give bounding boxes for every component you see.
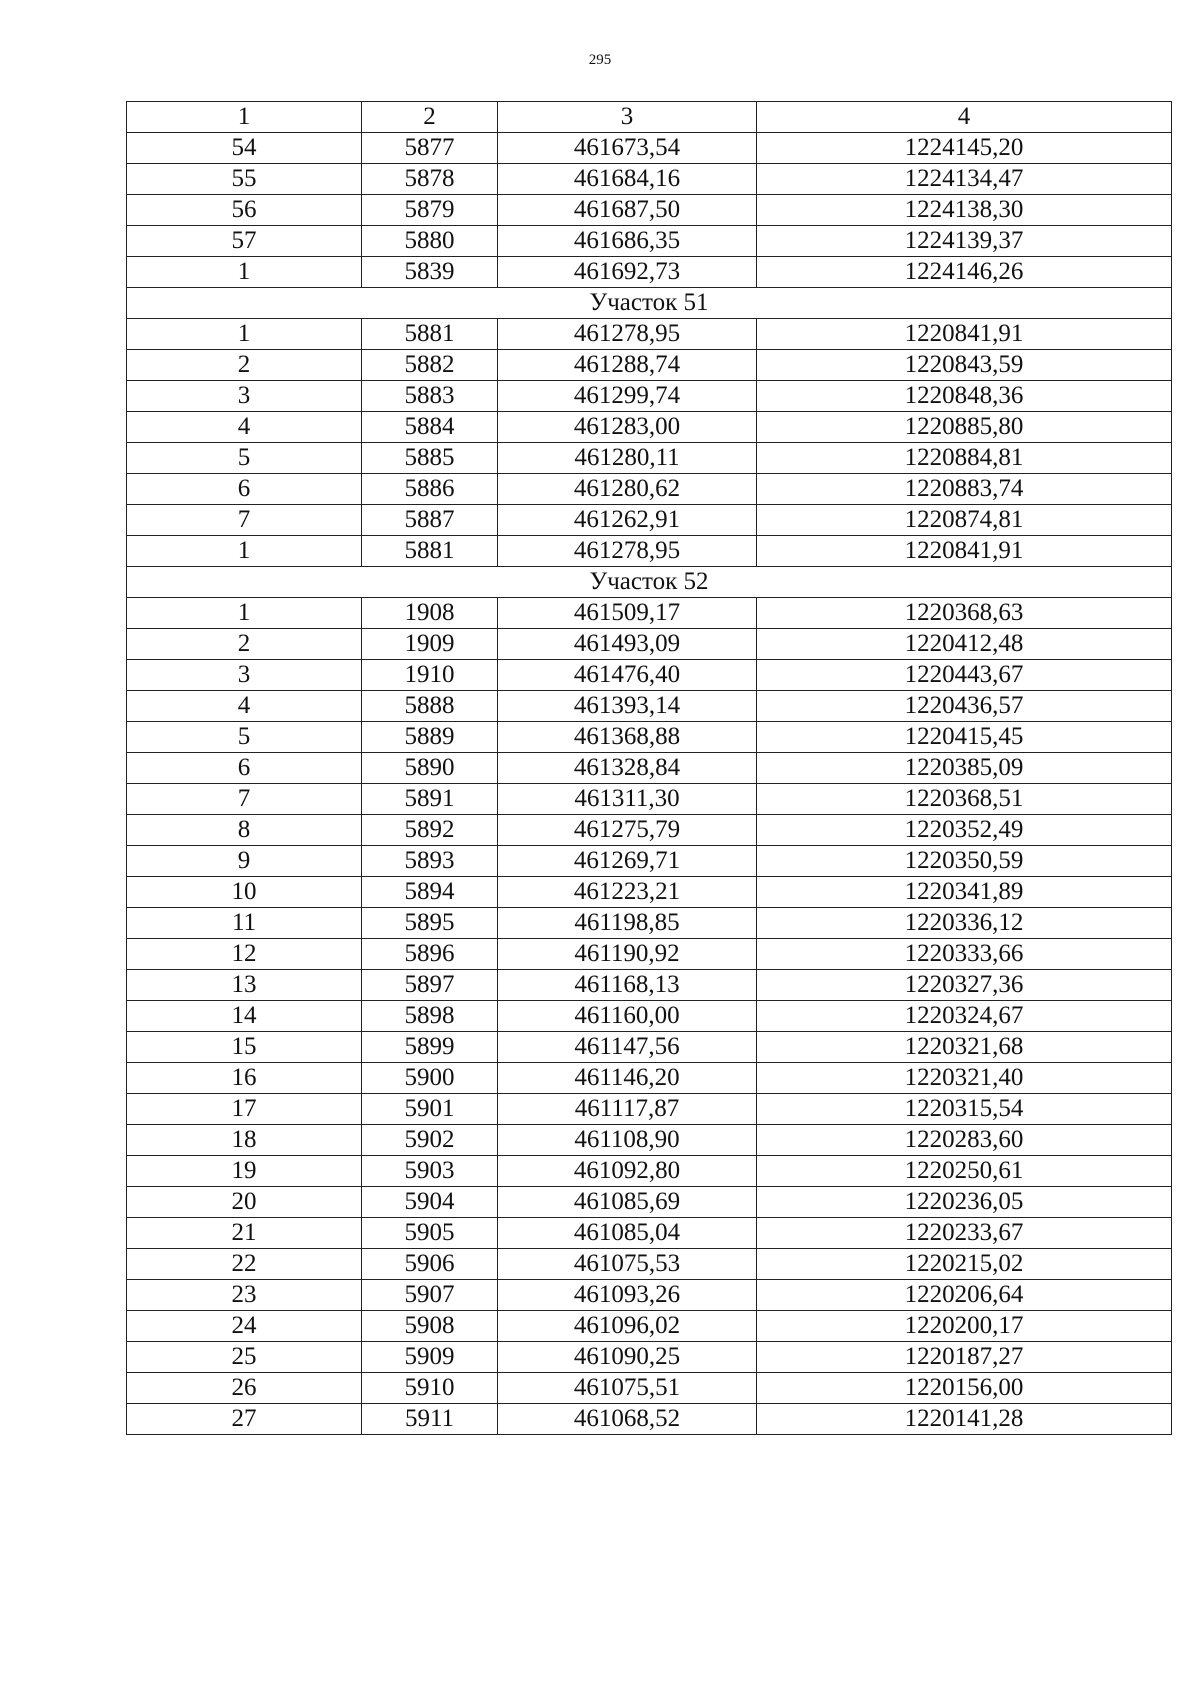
point-number-cell: 9 <box>127 846 362 877</box>
point-number-cell: 20 <box>127 1187 362 1218</box>
point-number-cell: 14 <box>127 1001 362 1032</box>
point-number-cell: 1 <box>127 536 362 567</box>
table-row <box>127 1342 1172 1373</box>
coord-x-cell: 461509,17 <box>498 598 757 629</box>
coord-y-cell: 1220187,27 <box>757 1342 1172 1373</box>
coord-y-cell: 1220141,28 <box>757 1404 1172 1435</box>
section-row <box>127 567 1172 598</box>
coord-x-cell: 461108,90 <box>498 1125 757 1156</box>
point-id-cell: 5887 <box>362 505 498 536</box>
point-id-cell: 5893 <box>362 846 498 877</box>
point-number-cell: 10 <box>127 877 362 908</box>
point-number-cell: 26 <box>127 1373 362 1404</box>
column-header: 4 <box>757 102 1172 133</box>
table-row <box>127 257 1172 288</box>
point-id-cell: 5907 <box>362 1280 498 1311</box>
table-row <box>127 660 1172 691</box>
table-row <box>127 1032 1172 1063</box>
point-id-cell: 5896 <box>362 939 498 970</box>
point-id-cell: 5894 <box>362 877 498 908</box>
point-id-cell: 5890 <box>362 753 498 784</box>
point-number-cell: 3 <box>127 381 362 412</box>
column-header: 3 <box>498 102 757 133</box>
coord-y-cell: 1220250,61 <box>757 1156 1172 1187</box>
point-number-cell: 5 <box>127 443 362 474</box>
point-id-cell: 5882 <box>362 350 498 381</box>
table-row <box>127 908 1172 939</box>
table-row <box>127 722 1172 753</box>
coord-x-cell: 461269,71 <box>498 846 757 877</box>
point-id-cell: 5908 <box>362 1311 498 1342</box>
point-number-cell: 24 <box>127 1311 362 1342</box>
section-title: Участок 52 <box>127 567 1172 598</box>
coord-x-cell: 461090,25 <box>498 1342 757 1373</box>
point-number-cell: 11 <box>127 908 362 939</box>
section-title: Участок 51 <box>127 288 1172 319</box>
coord-y-cell: 1220321,68 <box>757 1032 1172 1063</box>
coord-y-cell: 1220436,57 <box>757 691 1172 722</box>
point-id-cell: 5881 <box>362 319 498 350</box>
coord-y-cell: 1220350,59 <box>757 846 1172 877</box>
table-row <box>127 1094 1172 1125</box>
table-row <box>127 846 1172 877</box>
coord-x-cell: 461093,26 <box>498 1280 757 1311</box>
point-number-cell: 8 <box>127 815 362 846</box>
point-number-cell: 7 <box>127 505 362 536</box>
point-number-cell: 57 <box>127 226 362 257</box>
point-id-cell: 5888 <box>362 691 498 722</box>
coord-y-cell: 1220315,54 <box>757 1094 1172 1125</box>
table-row <box>127 1063 1172 1094</box>
coord-x-cell: 461096,02 <box>498 1311 757 1342</box>
coord-y-cell: 1220200,17 <box>757 1311 1172 1342</box>
table-row <box>127 1249 1172 1280</box>
point-number-cell: 1 <box>127 257 362 288</box>
point-number-cell: 12 <box>127 939 362 970</box>
coord-y-cell: 1220327,36 <box>757 970 1172 1001</box>
table-row <box>127 1311 1172 1342</box>
coord-x-cell: 461288,74 <box>498 350 757 381</box>
coord-x-cell: 461673,54 <box>498 133 757 164</box>
point-id-cell: 5909 <box>362 1342 498 1373</box>
coord-x-cell: 461190,92 <box>498 939 757 970</box>
point-number-cell: 25 <box>127 1342 362 1373</box>
coord-x-cell: 461278,95 <box>498 536 757 567</box>
table-row <box>127 474 1172 505</box>
coord-y-cell: 1220333,66 <box>757 939 1172 970</box>
point-id-cell: 5839 <box>362 257 498 288</box>
point-id-cell: 5879 <box>362 195 498 226</box>
point-number-cell: 23 <box>127 1280 362 1311</box>
table-row <box>127 815 1172 846</box>
coord-y-cell: 1220233,67 <box>757 1218 1172 1249</box>
coord-x-cell: 461299,74 <box>498 381 757 412</box>
coord-x-cell: 461223,21 <box>498 877 757 908</box>
point-id-cell: 5889 <box>362 722 498 753</box>
coord-y-cell: 1220883,74 <box>757 474 1172 505</box>
coord-x-cell: 461262,91 <box>498 505 757 536</box>
coord-x-cell: 461275,79 <box>498 815 757 846</box>
point-number-cell: 21 <box>127 1218 362 1249</box>
coord-y-cell: 1220236,05 <box>757 1187 1172 1218</box>
coord-x-cell: 461198,85 <box>498 908 757 939</box>
coord-x-cell: 461160,00 <box>498 1001 757 1032</box>
point-number-cell: 3 <box>127 660 362 691</box>
table-row <box>127 412 1172 443</box>
point-id-cell: 5911 <box>362 1404 498 1435</box>
coord-x-cell: 461311,30 <box>498 784 757 815</box>
point-id-cell: 5880 <box>362 226 498 257</box>
table-row <box>127 1187 1172 1218</box>
point-number-cell: 56 <box>127 195 362 226</box>
point-id-cell: 5901 <box>362 1094 498 1125</box>
coord-x-cell: 461068,52 <box>498 1404 757 1435</box>
point-id-cell: 5897 <box>362 970 498 1001</box>
table-row <box>127 784 1172 815</box>
point-id-cell: 5910 <box>362 1373 498 1404</box>
point-number-cell: 17 <box>127 1094 362 1125</box>
point-number-cell: 13 <box>127 970 362 1001</box>
point-id-cell: 1909 <box>362 629 498 660</box>
coord-y-cell: 1220843,59 <box>757 350 1172 381</box>
coordinates-table <box>126 101 1172 1435</box>
coord-y-cell: 1220336,12 <box>757 908 1172 939</box>
point-number-cell: 5 <box>127 722 362 753</box>
point-id-cell: 5884 <box>362 412 498 443</box>
point-id-cell: 1910 <box>362 660 498 691</box>
coord-y-cell: 1220841,91 <box>757 319 1172 350</box>
coord-x-cell: 461393,14 <box>498 691 757 722</box>
table-row <box>127 164 1172 195</box>
point-id-cell: 5903 <box>362 1156 498 1187</box>
table-row <box>127 1280 1172 1311</box>
table-row <box>127 939 1172 970</box>
coord-y-cell: 1220885,80 <box>757 412 1172 443</box>
point-id-cell: 5877 <box>362 133 498 164</box>
table-row <box>127 381 1172 412</box>
coord-x-cell: 461493,09 <box>498 629 757 660</box>
coord-x-cell: 461146,20 <box>498 1063 757 1094</box>
table-row <box>127 598 1172 629</box>
point-id-cell: 5883 <box>362 381 498 412</box>
point-number-cell: 15 <box>127 1032 362 1063</box>
coord-x-cell: 461283,00 <box>498 412 757 443</box>
coord-x-cell: 461085,04 <box>498 1218 757 1249</box>
coord-x-cell: 461085,69 <box>498 1187 757 1218</box>
coord-y-cell: 1220324,67 <box>757 1001 1172 1032</box>
point-id-cell: 5898 <box>362 1001 498 1032</box>
table-row <box>127 1218 1172 1249</box>
coord-y-cell: 1224146,26 <box>757 257 1172 288</box>
table-row <box>127 1125 1172 1156</box>
section-row <box>127 288 1172 319</box>
point-number-cell: 6 <box>127 753 362 784</box>
coord-x-cell: 461280,11 <box>498 443 757 474</box>
table-row <box>127 1404 1172 1435</box>
table-row <box>127 970 1172 1001</box>
coord-x-cell: 461476,40 <box>498 660 757 691</box>
point-id-cell: 5904 <box>362 1187 498 1218</box>
point-id-cell: 5905 <box>362 1218 498 1249</box>
table-row <box>127 195 1172 226</box>
coord-y-cell: 1220841,91 <box>757 536 1172 567</box>
point-id-cell: 5891 <box>362 784 498 815</box>
page-number: 295 <box>588 52 612 68</box>
point-number-cell: 4 <box>127 412 362 443</box>
point-number-cell: 2 <box>127 350 362 381</box>
coord-y-cell: 1220341,89 <box>757 877 1172 908</box>
coord-y-cell: 1220206,64 <box>757 1280 1172 1311</box>
coord-y-cell: 1224145,20 <box>757 133 1172 164</box>
coord-y-cell: 1220874,81 <box>757 505 1172 536</box>
point-number-cell: 27 <box>127 1404 362 1435</box>
coord-x-cell: 461117,87 <box>498 1094 757 1125</box>
point-number-cell: 19 <box>127 1156 362 1187</box>
table-row <box>127 753 1172 784</box>
coord-y-cell: 1220321,40 <box>757 1063 1172 1094</box>
coord-x-cell: 461280,62 <box>498 474 757 505</box>
point-id-cell: 5878 <box>362 164 498 195</box>
table-row <box>127 1156 1172 1187</box>
point-number-cell: 7 <box>127 784 362 815</box>
coord-x-cell: 461075,53 <box>498 1249 757 1280</box>
coord-x-cell: 461368,88 <box>498 722 757 753</box>
coord-x-cell: 461168,13 <box>498 970 757 1001</box>
point-id-cell: 5900 <box>362 1063 498 1094</box>
coord-x-cell: 461328,84 <box>498 753 757 784</box>
coord-y-cell: 1220848,36 <box>757 381 1172 412</box>
point-number-cell: 18 <box>127 1125 362 1156</box>
point-number-cell: 55 <box>127 164 362 195</box>
table-row <box>127 1373 1172 1404</box>
coord-y-cell: 1220283,60 <box>757 1125 1172 1156</box>
column-header: 1 <box>127 102 362 133</box>
point-id-cell: 5895 <box>362 908 498 939</box>
coord-x-cell: 461692,73 <box>498 257 757 288</box>
table-row <box>127 536 1172 567</box>
coord-y-cell: 1220368,51 <box>757 784 1172 815</box>
point-number-cell: 4 <box>127 691 362 722</box>
point-id-cell: 1908 <box>362 598 498 629</box>
point-number-cell: 6 <box>127 474 362 505</box>
point-id-cell: 5892 <box>362 815 498 846</box>
point-id-cell: 5902 <box>362 1125 498 1156</box>
table-body <box>127 133 1172 1435</box>
coord-y-cell: 1220368,63 <box>757 598 1172 629</box>
point-number-cell: 1 <box>127 598 362 629</box>
coord-y-cell: 1224134,47 <box>757 164 1172 195</box>
point-number-cell: 22 <box>127 1249 362 1280</box>
point-id-cell: 5885 <box>362 443 498 474</box>
coord-y-cell: 1220385,09 <box>757 753 1172 784</box>
table-row <box>127 350 1172 381</box>
point-id-cell: 5886 <box>362 474 498 505</box>
coord-x-cell: 461147,56 <box>498 1032 757 1063</box>
coord-x-cell: 461075,51 <box>498 1373 757 1404</box>
point-number-cell: 54 <box>127 133 362 164</box>
table-row <box>127 877 1172 908</box>
coord-y-cell: 1224139,37 <box>757 226 1172 257</box>
point-number-cell: 16 <box>127 1063 362 1094</box>
table-header-row <box>127 102 1172 133</box>
table-row <box>127 319 1172 350</box>
coord-x-cell: 461092,80 <box>498 1156 757 1187</box>
coord-y-cell: 1220412,48 <box>757 629 1172 660</box>
coord-y-cell: 1220884,81 <box>757 443 1172 474</box>
table-row <box>127 505 1172 536</box>
coord-x-cell: 461278,95 <box>498 319 757 350</box>
column-header: 2 <box>362 102 498 133</box>
table-row <box>127 629 1172 660</box>
table-row <box>127 133 1172 164</box>
coord-y-cell: 1224138,30 <box>757 195 1172 226</box>
table-row <box>127 226 1172 257</box>
coord-y-cell: 1220415,45 <box>757 722 1172 753</box>
coord-y-cell: 1220443,67 <box>757 660 1172 691</box>
table-row <box>127 691 1172 722</box>
point-number-cell: 2 <box>127 629 362 660</box>
point-number-cell: 1 <box>127 319 362 350</box>
table-row <box>127 1001 1172 1032</box>
coord-x-cell: 461684,16 <box>498 164 757 195</box>
coord-y-cell: 1220215,02 <box>757 1249 1172 1280</box>
point-id-cell: 5906 <box>362 1249 498 1280</box>
coord-y-cell: 1220156,00 <box>757 1373 1172 1404</box>
point-id-cell: 5881 <box>362 536 498 567</box>
coord-y-cell: 1220352,49 <box>757 815 1172 846</box>
coord-x-cell: 461687,50 <box>498 195 757 226</box>
table-row <box>127 443 1172 474</box>
coord-x-cell: 461686,35 <box>498 226 757 257</box>
point-id-cell: 5899 <box>362 1032 498 1063</box>
